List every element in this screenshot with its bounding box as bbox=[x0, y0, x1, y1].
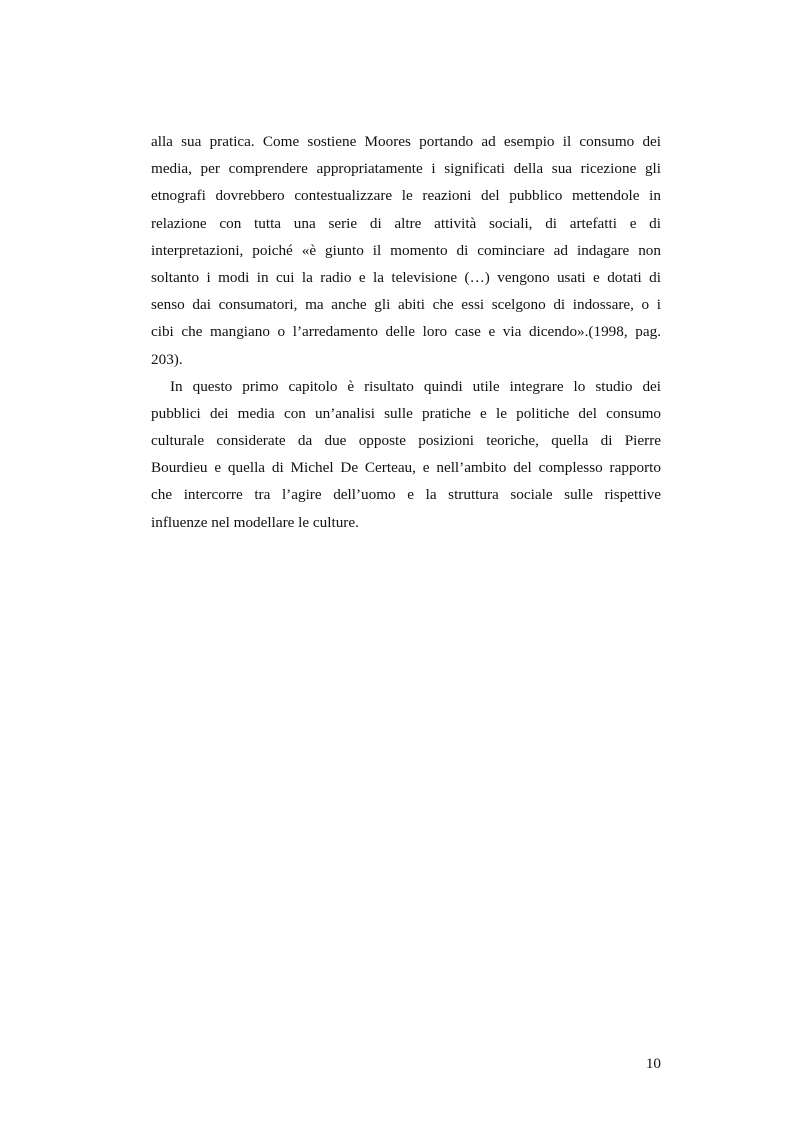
paragraph-2 bbox=[151, 373, 661, 536]
text-line: Bourdieu e quella di Michel De Certeau, e nell’ambito del complesso rapporto bbox=[151, 459, 661, 477]
text-line: In questo primo capitolo è risultato quindi utile integrare lo studio dei bbox=[170, 377, 661, 395]
text-line: etnografi dovrebbero contestualizzare le reazioni del pubblico mettendole in bbox=[151, 187, 661, 205]
text-line: culturale considerate da due opposte posizioni teoriche, quella di Pierre bbox=[151, 432, 661, 450]
text-line: influenze nel modellare le culture. bbox=[151, 513, 359, 531]
text-line: che intercorre tra l’agire dell’uomo e la struttura sociale sulle rispettive bbox=[151, 486, 661, 504]
body-text bbox=[151, 128, 661, 536]
text-line: soltanto i modi in cui la radio e la televisione (…) vengono usati e dotati di bbox=[151, 268, 661, 286]
page-number: 10 bbox=[645, 1055, 661, 1072]
paragraph-1 bbox=[151, 128, 661, 373]
text-line: relazione con tutta una serie di altre attività sociali, di artefatti e di bbox=[151, 214, 661, 232]
text-line: 203). bbox=[151, 350, 183, 368]
text-line: alla sua pratica. Come sostiene Moores portando ad esempio il consumo dei bbox=[151, 133, 661, 150]
text-line: cibi che mangiano o l’arredamento delle loro case e via dicendo».(1998, pag. bbox=[151, 323, 661, 341]
text-line: media, per comprendere appropriatamente i significati della sua ricezione gli bbox=[151, 160, 661, 178]
text-line: pubblici dei media con un’analisi sulle pratiche e le politiche del consumo bbox=[151, 404, 661, 422]
text-line: interpretazioni, poiché «è giunto il momento di cominciare ad indagare non bbox=[151, 241, 661, 259]
text-line: senso dai consumatori, ma anche gli abiti che essi scelgono di indossare, o i bbox=[151, 296, 661, 314]
